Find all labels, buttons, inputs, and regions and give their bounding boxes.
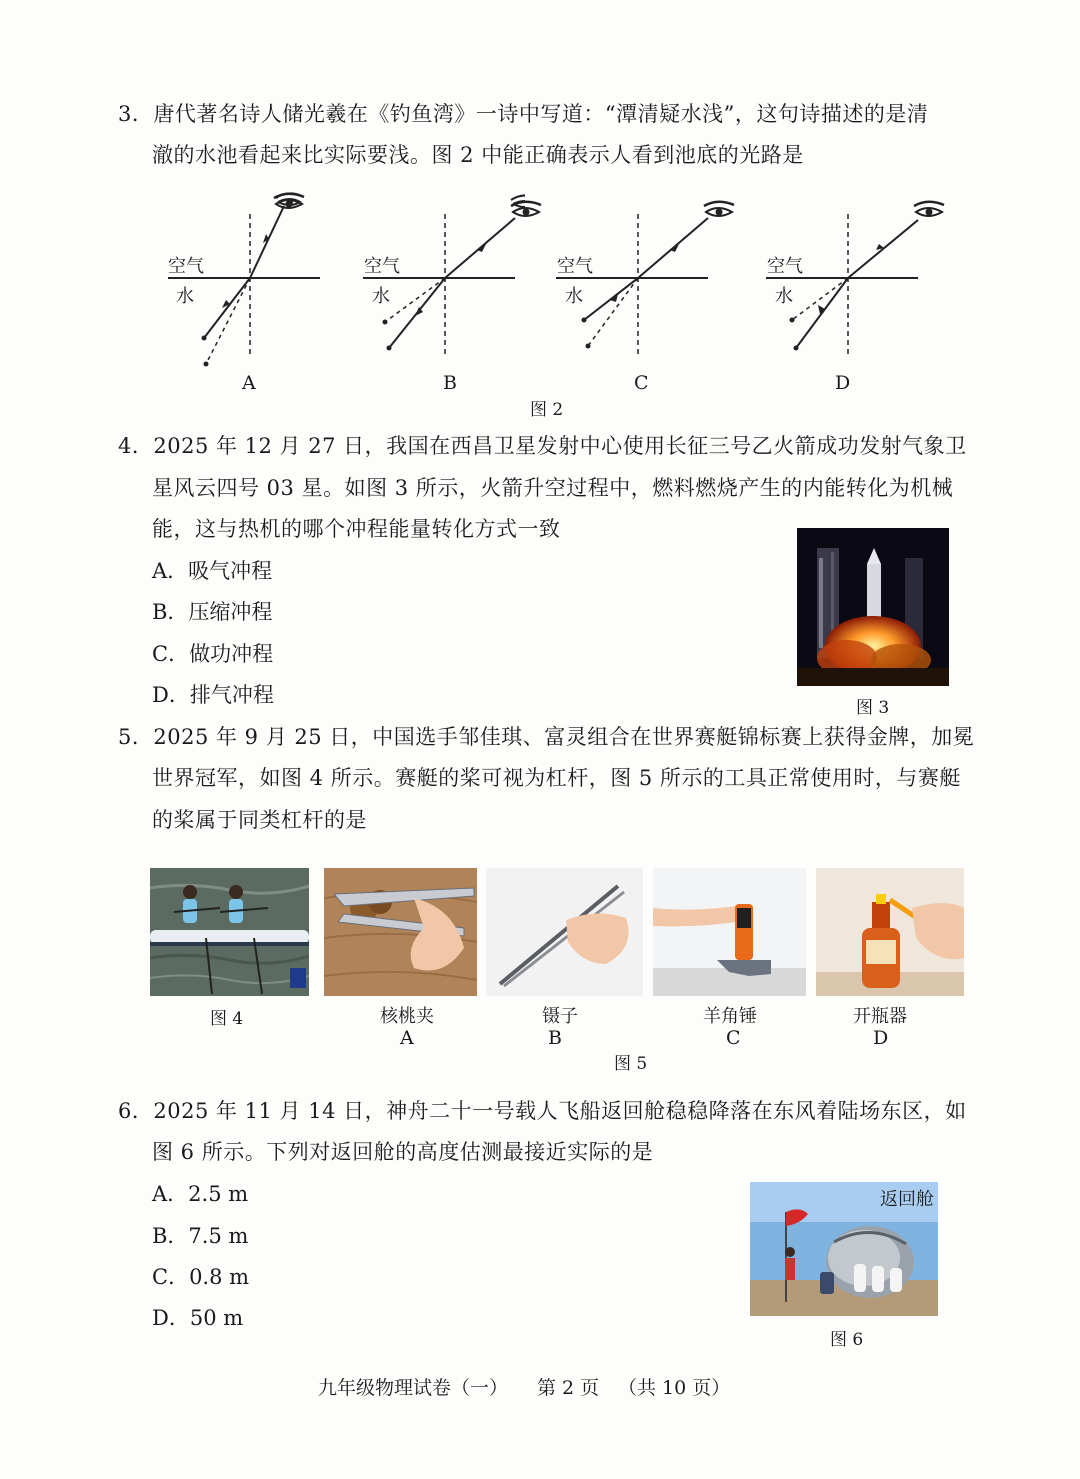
footer-total-pages: （共 10 页） xyxy=(618,1377,731,1399)
tool-name-d: 开瓶器 xyxy=(853,1006,907,1027)
q3-line-1: 3．唐代著名诗人储光羲在《钓鱼湾》一诗中写道：“潭清疑水浅”，这句诗描述的是清 xyxy=(118,102,929,126)
figure-6-caption: 图 6 xyxy=(830,1330,864,1350)
eye-icon xyxy=(702,200,736,222)
water-label: 水 xyxy=(176,286,194,307)
air-label: 空气 xyxy=(168,256,204,277)
q5-line-1: 5．2025 年 9 月 25 日，中国选手邹佳琪、富灵组合在世界赛艇锦标赛上获得金牌，加冕 xyxy=(118,725,975,749)
q3-line-2: 澈的水池看起来比实际要浅。图 2 中能正确表示人看到池底的光路是 xyxy=(152,143,804,167)
air-label: 空气 xyxy=(767,256,803,277)
q4-line-1: 4．2025 年 12 月 27 日，我国在西昌卫星发射中心使用长征三号乙火箭成功发射气象卫 xyxy=(118,434,967,458)
q4-line-2: 星风云四号 03 星。如图 3 所示，火箭升空过程中，燃料燃烧产生的内能转化为机械 xyxy=(152,476,954,500)
tool-letter-d: D xyxy=(873,1027,889,1049)
figure-3-caption: 图 3 xyxy=(856,698,890,718)
diagram-label-a: A xyxy=(242,372,256,394)
tool-letter-b: B xyxy=(548,1027,562,1049)
refraction-diagram-c xyxy=(548,188,718,368)
bottle-opener-photo xyxy=(816,868,964,996)
q6-line-1: 6．2025 年 11 月 14 日，神舟二十一号载人飞船返回舱稳稳降落在东风着陆场东区，如 xyxy=(118,1099,967,1123)
diagram-label-b: B xyxy=(443,372,457,394)
q4-option-a: A．吸气冲程 xyxy=(152,559,273,583)
diagram-label-c: C xyxy=(634,372,649,394)
tool-letter-c: C xyxy=(726,1027,741,1049)
tool-name-a: 核桃夹 xyxy=(380,1006,434,1027)
figure-5-caption: 图 5 xyxy=(614,1054,648,1074)
tool-letter-a: A xyxy=(400,1027,414,1049)
q6-option-c: C．0.8 m xyxy=(152,1265,250,1289)
water-label: 水 xyxy=(565,286,583,307)
eye-icon xyxy=(272,192,306,214)
nutcracker-photo xyxy=(324,868,477,996)
water-label: 水 xyxy=(372,286,390,307)
figure-2-caption: 图 2 xyxy=(530,400,564,420)
q4-option-b: B．压缩冲程 xyxy=(152,600,273,624)
q6-option-d: D．50 m xyxy=(152,1306,244,1330)
refraction-diagram-b xyxy=(355,188,525,368)
footer-exam-title: 九年级物理试卷（一） xyxy=(318,1377,509,1399)
q5-line-3: 的桨属于同类杠杆的是 xyxy=(152,808,367,832)
air-label: 空气 xyxy=(364,256,400,277)
diagram-label-d: D xyxy=(835,372,851,394)
tool-name-b: 镊子 xyxy=(542,1006,578,1027)
footer-page-number: 第 2 页 xyxy=(537,1377,600,1399)
figure-4-caption: 图 4 xyxy=(210,1009,244,1029)
q4-line-3: 能，这与热机的哪个冲程能量转化方式一致 xyxy=(152,517,561,541)
q4-option-c: C．做功冲程 xyxy=(152,642,274,666)
q4-option-d: D．排气冲程 xyxy=(152,683,274,707)
tool-name-c: 羊角锤 xyxy=(703,1006,757,1027)
eye-icon xyxy=(912,200,946,222)
rowing-photo xyxy=(150,868,309,996)
q6-option-b: B．7.5 m xyxy=(152,1224,249,1248)
eye-icon xyxy=(509,200,543,222)
q6-option-a: A．2.5 m xyxy=(152,1182,249,1206)
q5-line-2: 世界冠军，如图 4 所示。赛艇的桨可视为杠杆，图 5 所示的工具正常使用时，与赛艇 xyxy=(152,766,961,790)
refraction-diagram-d xyxy=(758,188,928,368)
capsule-label: 返回舱 xyxy=(880,1189,934,1210)
tweezers-photo xyxy=(486,868,643,996)
q6-line-2: 图 6 所示。下列对返回舱的高度估测最接近实际的是 xyxy=(152,1140,654,1164)
rocket-launch-photo xyxy=(797,528,949,686)
water-label: 水 xyxy=(775,286,793,307)
refraction-diagram-a xyxy=(160,188,330,368)
claw-hammer-photo xyxy=(653,868,806,996)
air-label: 空气 xyxy=(557,256,593,277)
